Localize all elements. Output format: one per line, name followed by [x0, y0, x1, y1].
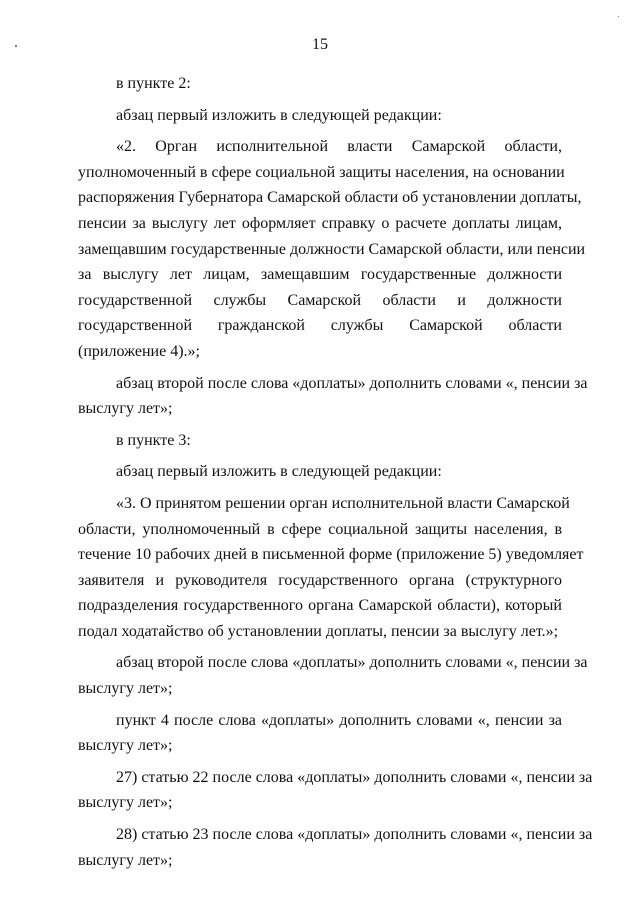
paragraph [78, 134, 586, 364]
paragraph [78, 650, 588, 701]
text-line: «3. О принятом решении орган исполнительной власти Самарской [116, 494, 570, 512]
paragraph [78, 103, 562, 129]
scan-speck [15, 45, 17, 47]
paragraph [78, 71, 562, 97]
text-line: государственной гражданской службы Самарской области [78, 317, 562, 335]
text-line: абзац первый изложить в следующей редакции: [116, 106, 442, 124]
text-line: выслугу лет»; [78, 400, 173, 418]
text-line: выслугу лет»; [78, 737, 173, 755]
text-line: выслугу лет»; [78, 851, 173, 869]
text-line: (приложение 4).»; [78, 342, 200, 360]
paragraph [78, 371, 588, 422]
paragraph [78, 459, 562, 485]
scan-speck [618, 16, 619, 17]
paragraph [78, 822, 593, 873]
text-line: течение 10 рабочих дней в письменной форме (приложение 5) уведомляет [78, 546, 584, 564]
text-line: выслугу лет»; [78, 794, 173, 812]
text-line: абзац второй после слова «доплаты» дополнить словами «, пенсии за [116, 654, 588, 672]
document-body [78, 71, 593, 873]
paragraph [78, 765, 593, 816]
text-line: области, уполномоченный в сфере социальной защиты населения, в [78, 520, 562, 538]
text-line: в пункте 2: [116, 75, 191, 92]
paragraph [78, 428, 562, 454]
text-line: выслугу лет»; [78, 680, 173, 698]
paragraph [78, 708, 562, 759]
text-line: подразделения государственного органа Самарской области), который [78, 597, 562, 615]
text-line: абзац второй после слова «доплаты» дополнить словами «, пенсии за [116, 374, 588, 392]
text-line: в пункте 3: [116, 431, 191, 449]
text-line: заявителя и руководителя государственного органа (структурного [78, 571, 562, 589]
text-line: подал ходатайство об установлении доплаты, пенсии за выслугу лет.»; [78, 622, 559, 640]
text-line: 27) статью 22 после слова «доплаты» дополнить словами «, пенсии за [116, 768, 593, 786]
text-line: абзац первый изложить в следующей редакции: [116, 463, 442, 481]
text-line: пенсии за выслугу лет оформляет справку о расчете доплаты лицам, [78, 214, 562, 232]
page-number: 15 [312, 36, 328, 53]
text-line: за выслугу лет лицам, замещавшим государственные должности [78, 266, 562, 284]
text-line: 28) статью 23 после слова «доплаты» дополнить словами «, пенсии за [116, 826, 593, 844]
text-line: уполномоченный в сфере социальной защиты населения, на основании [78, 163, 565, 181]
text-line: замещавшим государственные должности Самарской области, или пенсии [78, 240, 586, 258]
text-line: государственной службы Самарской области и должности [78, 291, 562, 309]
text-line: пункт 4 после слова «доплаты» дополнить словами «, пенсии за [116, 711, 562, 729]
text-line: «2. Орган исполнительной власти Самарской области, [116, 138, 562, 156]
text-line: распоряжения Губернатора Самарской области об установлении доплаты, [78, 189, 582, 207]
paragraph [78, 491, 584, 645]
